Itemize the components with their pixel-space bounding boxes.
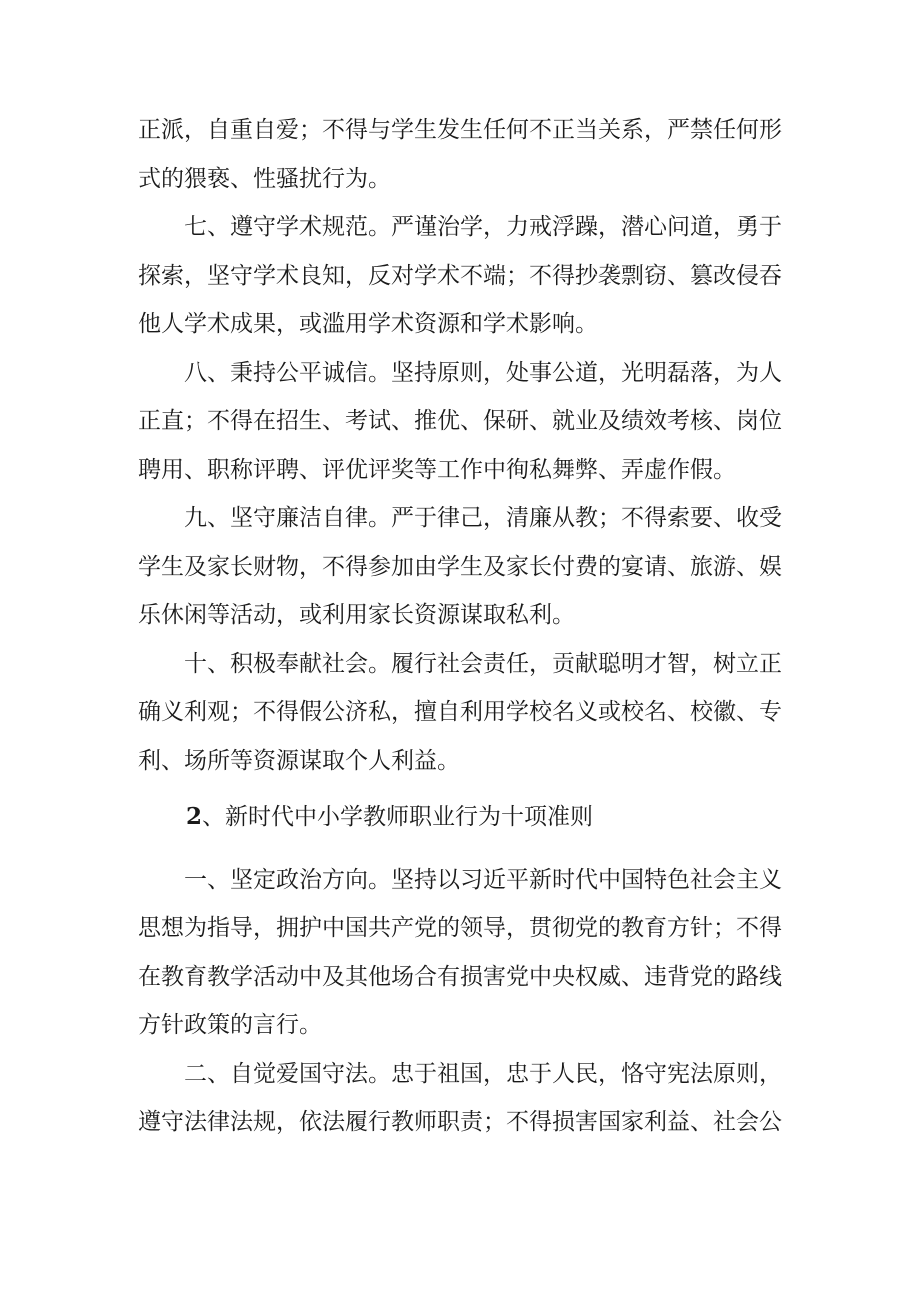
text-line: 利、场所等资源谋取个人利益。 [138, 747, 460, 774]
paragraphs-before [138, 106, 806, 785]
text-line: 方针政策的言行。 [138, 1012, 322, 1038]
text-line: 七、遵守学术规范。严谨治学，力戒浮躁，潜心问道，勇于 [138, 214, 782, 240]
text-line: 一、坚定政治方向。坚持以习近平新时代中国特色社会主义 [138, 866, 782, 893]
paragraph-item-2 [138, 1050, 806, 1147]
paragraph-item-10 [138, 640, 806, 786]
text-line: 探索，坚守学术良知，反对学术不端；不得抄袭剽窃、篡改侵吞 [138, 262, 782, 289]
text-line: 二、自觉爱国守法。忠于祖国，忠于人民，恪守宪法原则， [138, 1060, 782, 1087]
text-line: 确义利观；不得假公济私，擅自利用学校名义或校名、校徽、专 [138, 699, 782, 725]
paragraph-item-9 [138, 494, 806, 640]
paragraph-item-8 [138, 349, 806, 495]
section-heading [138, 793, 806, 842]
text-line: 正直；不得在招生、考试、推优、保研、就业及绩效考核、岗位 [138, 408, 782, 434]
text-line: 九、坚守廉洁自律。严于律己，清廉从教；不得索要、收受 [138, 505, 782, 531]
text-line: 思想为指导，拥护中国共产党的领导，贯彻党的教育方针；不得 [138, 915, 782, 941]
text-line: 聘用、职称评聘、评优评奖等工作中徇私舞弊、弄虚作假。 [138, 456, 736, 483]
text-line: 学生及家长财物，不得参加由学生及家长付费的宴请、旅游、娱 [138, 553, 782, 580]
section-title: 、新时代中小学教师职业行为十项准则 [202, 804, 594, 830]
paragraph-item-1 [138, 856, 806, 1050]
text-line: 他人学术成果，或滥用学术资源和学术影响。 [138, 311, 598, 337]
document-page [138, 106, 806, 1147]
text-line: 正派，自重自爱；不得与学生发生任何不正当关系，严禁任何形 [138, 117, 782, 143]
paragraph-item-7 [138, 203, 806, 349]
text-line: 八、秉持公平诚信。坚持原则，处事公道，光明磊落，为人 [138, 359, 782, 386]
section-number: 2 [186, 803, 203, 830]
text-line: 在教育教学活动中及其他场合有损害党中央权威、违背党的路线 [138, 963, 782, 990]
text-line: 乐休闲等活动，或利用家长资源谋取私利。 [138, 602, 575, 628]
text-line: 遵守法律法规，依法履行教师职责；不得损害国家利益、社会公 [138, 1109, 782, 1135]
text-line: 式的猥亵、性骚扰行为。 [138, 165, 391, 192]
paragraphs-after [138, 856, 806, 1147]
text-line: 十、积极奉献社会。履行社会责任，贡献聪明才智，树立正 [138, 650, 782, 677]
paragraph-continuation [138, 106, 806, 203]
